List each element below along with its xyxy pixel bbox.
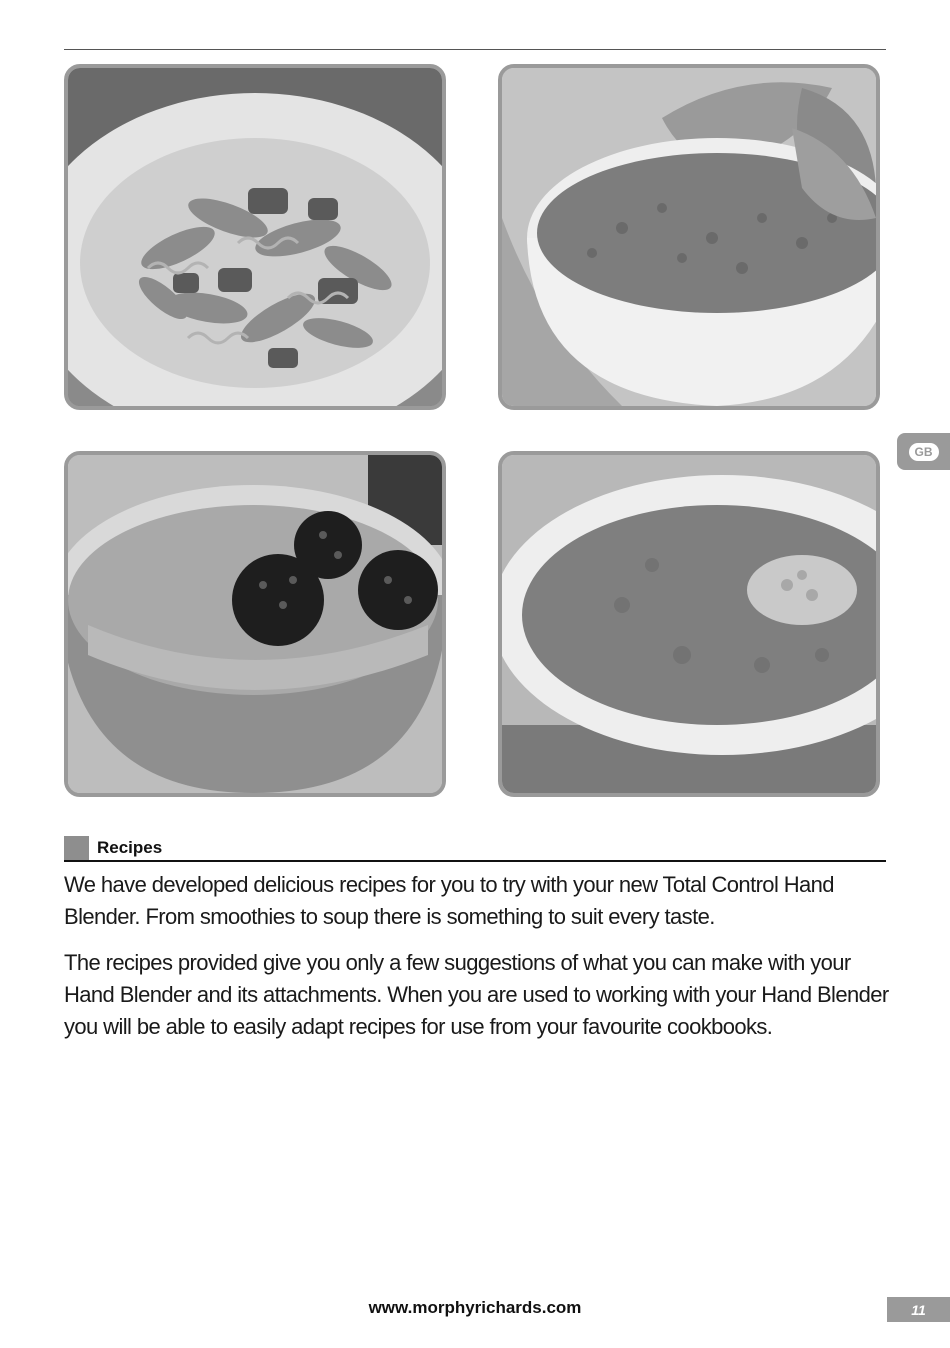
pasta-salad-photo xyxy=(64,64,446,410)
footer-url: www.morphyrichards.com xyxy=(368,1298,582,1317)
section-title: Recipes xyxy=(97,838,163,857)
berry-smoothie-photo xyxy=(64,451,446,797)
language-tab xyxy=(897,433,950,470)
page-number: 11 xyxy=(887,1297,950,1322)
soup-bowl-photo xyxy=(498,451,880,797)
language-tab-label: GB xyxy=(909,443,939,461)
top-rule xyxy=(64,49,886,50)
section-marker xyxy=(64,836,89,860)
recipes-paragraph: The recipes provided give you only a few suggestions of what you can make with your Hand Blender and its attachments. When you are used to working with your Hand Blender you will be able to easily adapt recipes for use from your favourite cookbooks. xyxy=(64,950,889,1039)
section-header xyxy=(64,836,886,862)
intro-paragraph: We have developed delicious recipes for you to try with your new Total Control Hand Blender. From smoothies to soup there is something to suit every taste. xyxy=(64,872,834,929)
pesto-bowl-photo xyxy=(498,64,880,410)
